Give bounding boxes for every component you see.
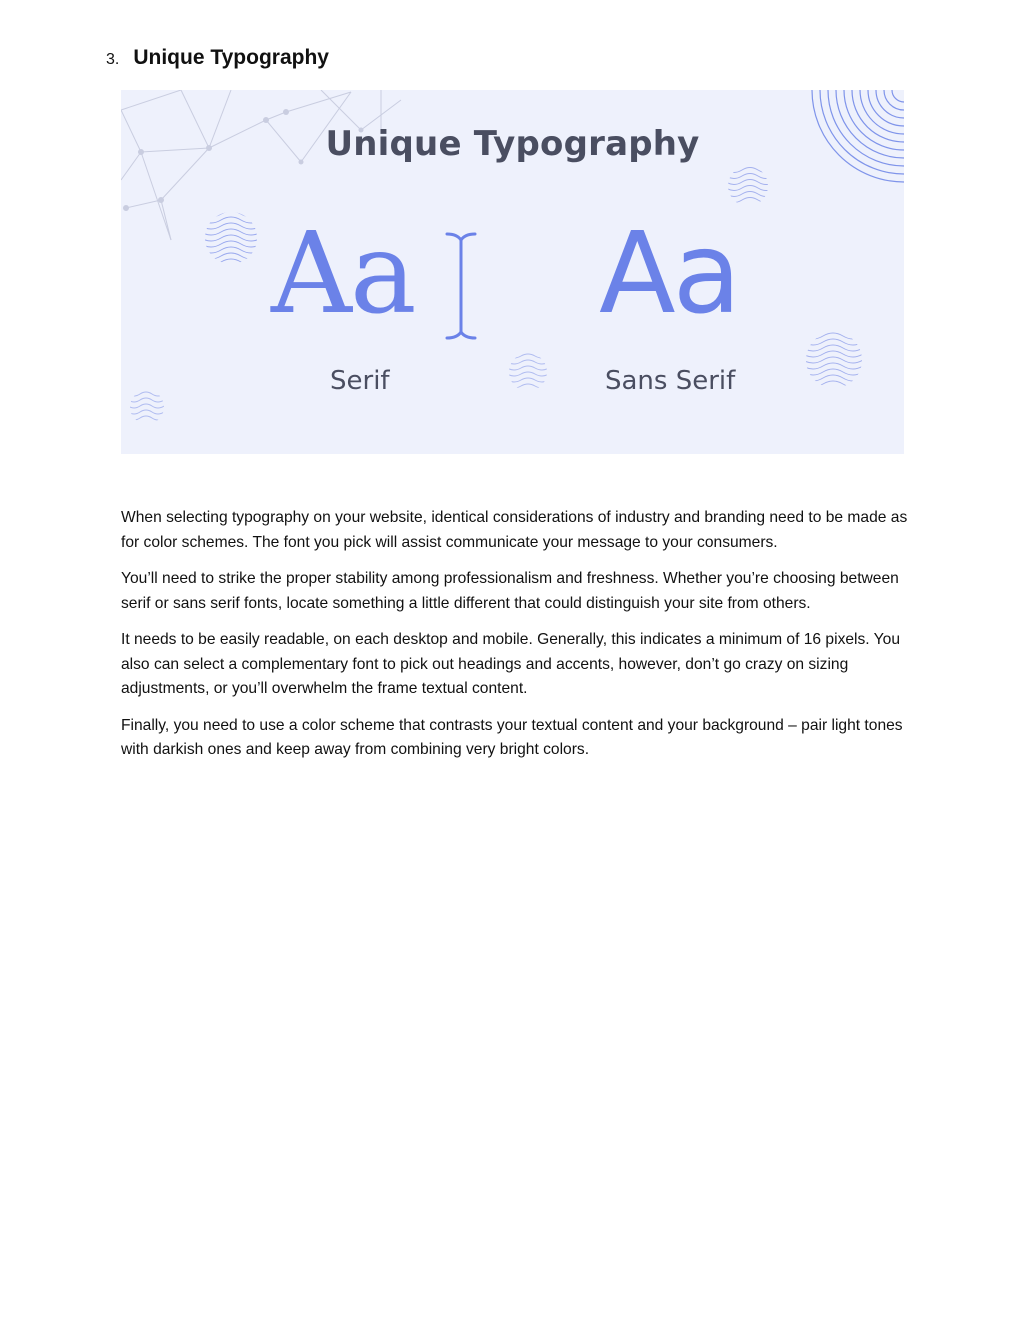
typography-illustration	[121, 90, 904, 454]
section-number: 3.	[106, 51, 120, 68]
paragraph: You’ll need to strike the proper stability among professionalism and freshness. Whether you’re choosing between serif or sans serif fonts, locate something a little different that could distinguish your site from others.	[121, 570, 899, 612]
wave-blob	[507, 354, 549, 388]
sans-serif-label: Sans Serif	[605, 366, 736, 396]
serif-glyph-sample: Aa	[271, 209, 415, 339]
wave-blob	[803, 333, 863, 387]
serif-label: Serif	[330, 366, 390, 396]
sans-serif-glyph-sample: Aa	[599, 209, 739, 339]
article-body	[121, 506, 911, 775]
wave-blob	[201, 211, 261, 265]
paragraph: Finally, you need to use a color scheme that contrasts your textual content and your background – pair light tones with darkish ones and keep away from combining very bright colors.	[121, 716, 903, 758]
wave-blob	[128, 392, 164, 420]
section-heading	[106, 46, 329, 70]
section-title: Unique Typography	[133, 46, 329, 69]
paragraph: When selecting typography on your website, identical considerations of industry and branding need to be made as for color schemes. The font you pick will assist communicate your message to your consumers.	[121, 509, 908, 551]
wave-blob	[726, 168, 774, 203]
illustration-title: Unique Typography	[325, 124, 700, 164]
paragraph: It needs to be easily readable, on each desktop and mobile. Generally, this indicates a minimum of 16 pixels. You also can select a complementary font to pick out headings and accents, however, don’t go crazy on sizing adjustments, or you’ll overwhelm the frame textual content.	[121, 631, 900, 697]
text-cursor-icon	[447, 234, 475, 338]
